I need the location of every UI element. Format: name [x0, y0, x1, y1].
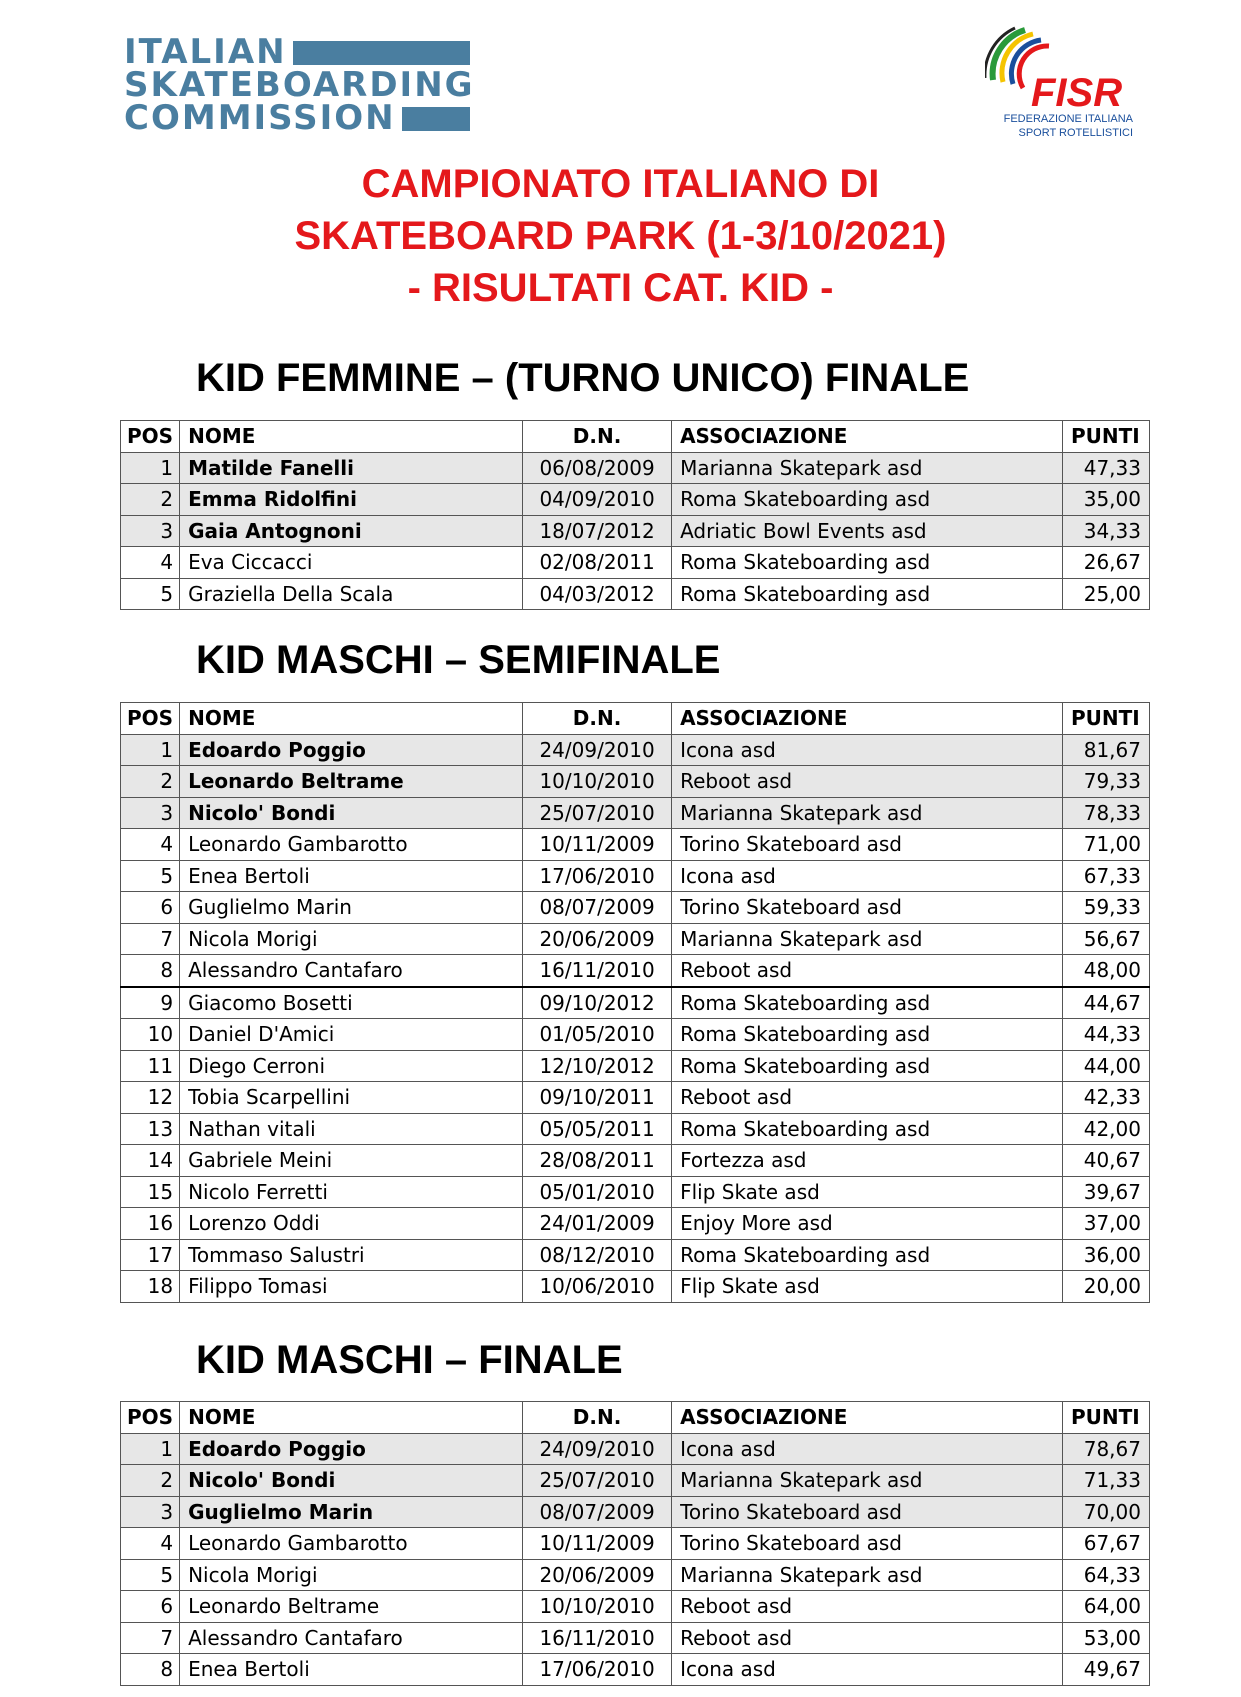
table-row	[121, 1050, 1150, 1082]
cell-nome: Nicola Morigi	[180, 923, 523, 955]
table-row	[121, 1145, 1150, 1177]
column-header-pos: POS	[121, 703, 180, 735]
cell-pos: 1	[121, 452, 180, 484]
title-line-2: SKATEBOARD PARK (1-3/10/2021)	[294, 214, 947, 258]
cell-pos: 10	[121, 1019, 180, 1051]
cell-dn: 16/11/2010	[523, 955, 672, 987]
cell-pos: 2	[121, 484, 180, 516]
cell-dn: 10/11/2009	[523, 1528, 672, 1560]
cell-associazione: Roma Skateboarding asd	[672, 578, 1063, 610]
title-line-3: - RISULTATI CAT. KID -	[407, 266, 834, 310]
cell-nome: Edoardo Poggio	[180, 1433, 523, 1465]
cell-dn: 16/11/2010	[523, 1622, 672, 1654]
cell-associazione: Flip Skate asd	[672, 1176, 1063, 1208]
cell-pos: 3	[121, 1496, 180, 1528]
cell-punti: 48,00	[1063, 955, 1150, 987]
cell-punti: 49,67	[1063, 1654, 1150, 1686]
cell-dn: 10/06/2010	[523, 1271, 672, 1303]
cell-pos: 2	[121, 1465, 180, 1497]
cell-associazione: Reboot asd	[672, 1082, 1063, 1114]
cell-dn: 24/09/2010	[523, 734, 672, 766]
cell-punti: 34,33	[1063, 515, 1150, 547]
logo-line-3: COMMISSION	[124, 98, 396, 138]
cell-dn: 10/10/2010	[523, 766, 672, 798]
column-header-nome: NOME	[180, 1402, 523, 1434]
cell-punti: 35,00	[1063, 484, 1150, 516]
cell-punti: 36,00	[1063, 1239, 1150, 1271]
column-header-nome: NOME	[180, 421, 523, 453]
cell-nome: Leonardo Gambarotto	[180, 829, 523, 861]
table-row	[121, 1208, 1150, 1240]
cell-dn: 01/05/2010	[523, 1019, 672, 1051]
cell-pos: 18	[121, 1271, 180, 1303]
cell-dn: 24/09/2010	[523, 1433, 672, 1465]
cell-dn: 04/09/2010	[523, 484, 672, 516]
cell-dn: 12/10/2012	[523, 1050, 672, 1082]
cell-punti: 44,67	[1063, 987, 1150, 1019]
table-row	[121, 1496, 1150, 1528]
cell-nome: Nicola Morigi	[180, 1559, 523, 1591]
table-row	[121, 452, 1150, 484]
cell-dn: 28/08/2011	[523, 1145, 672, 1177]
cell-dn: 17/06/2010	[523, 1654, 672, 1686]
cell-associazione: Reboot asd	[672, 1591, 1063, 1623]
cell-pos: 8	[121, 1654, 180, 1686]
cell-punti: 71,00	[1063, 829, 1150, 861]
cell-dn: 05/05/2011	[523, 1113, 672, 1145]
table-row	[121, 1528, 1150, 1560]
table-row	[121, 1019, 1150, 1051]
cell-associazione: Torino Skateboard asd	[672, 829, 1063, 861]
cell-associazione: Roma Skateboarding asd	[672, 1019, 1063, 1051]
cell-punti: 56,67	[1063, 923, 1150, 955]
cell-dn: 08/07/2009	[523, 1496, 672, 1528]
table-header-row	[121, 703, 1150, 735]
cell-pos: 8	[121, 955, 180, 987]
cell-punti: 59,33	[1063, 892, 1150, 924]
results-table-kid-femmine	[120, 420, 1150, 610]
cell-pos: 12	[121, 1082, 180, 1114]
cell-pos: 17	[121, 1239, 180, 1271]
cell-punti: 44,00	[1063, 1050, 1150, 1082]
column-header-dn: D.N.	[523, 1402, 672, 1434]
cell-dn: 24/01/2009	[523, 1208, 672, 1240]
cell-dn: 10/10/2010	[523, 1591, 672, 1623]
cell-associazione: Torino Skateboard asd	[672, 892, 1063, 924]
cell-punti: 67,33	[1063, 860, 1150, 892]
cell-nome: Enea Bertoli	[180, 860, 523, 892]
cell-punti: 64,33	[1063, 1559, 1150, 1591]
cell-associazione: Enjoy More asd	[672, 1208, 1063, 1240]
cell-associazione: Roma Skateboarding asd	[672, 987, 1063, 1019]
cell-punti: 78,67	[1063, 1433, 1150, 1465]
table-row	[121, 1082, 1150, 1114]
cell-nome: Tobia Scarpellini	[180, 1082, 523, 1114]
cell-nome: Alessandro Cantafaro	[180, 1622, 523, 1654]
table-row	[121, 923, 1150, 955]
cell-nome: Diego Cerroni	[180, 1050, 523, 1082]
cell-dn: 18/07/2012	[523, 515, 672, 547]
cell-pos: 6	[121, 892, 180, 924]
table-row	[121, 797, 1150, 829]
table-row	[121, 892, 1150, 924]
title-line-1: CAMPIONATO ITALIANO DI	[361, 162, 880, 206]
column-header-punti: PUNTI	[1063, 1402, 1150, 1434]
cell-associazione: Roma Skateboarding asd	[672, 1050, 1063, 1082]
cell-punti: 67,67	[1063, 1528, 1150, 1560]
cell-pos: 16	[121, 1208, 180, 1240]
table-row	[121, 547, 1150, 579]
cell-dn: 25/07/2010	[523, 797, 672, 829]
cell-pos: 14	[121, 1145, 180, 1177]
cell-associazione: Roma Skateboarding asd	[672, 484, 1063, 516]
table-header-row	[121, 1402, 1150, 1434]
logo-line-1: ITALIAN	[124, 32, 287, 72]
column-header-pos: POS	[121, 1402, 180, 1434]
cell-punti: 78,33	[1063, 797, 1150, 829]
cell-pos: 1	[121, 1433, 180, 1465]
column-header-punti: PUNTI	[1063, 703, 1150, 735]
cell-nome: Lorenzo Oddi	[180, 1208, 523, 1240]
cell-pos: 15	[121, 1176, 180, 1208]
column-header-nome: NOME	[180, 703, 523, 735]
cell-nome: Emma Ridolfini	[180, 484, 523, 516]
results-table-kid-maschi-semifinale	[120, 702, 1150, 1303]
cell-nome: Nicolo' Bondi	[180, 797, 523, 829]
cell-pos: 5	[121, 860, 180, 892]
cell-nome: Gaia Antognoni	[180, 515, 523, 547]
cell-pos: 3	[121, 515, 180, 547]
cell-nome: Eva Ciccacci	[180, 547, 523, 579]
cell-associazione: Marianna Skatepark asd	[672, 1465, 1063, 1497]
cell-punti: 39,67	[1063, 1176, 1150, 1208]
cell-associazione: Roma Skateboarding asd	[672, 547, 1063, 579]
cell-dn: 02/08/2011	[523, 547, 672, 579]
cell-associazione: Flip Skate asd	[672, 1271, 1063, 1303]
cell-nome: Graziella Della Scala	[180, 578, 523, 610]
italian-skateboarding-commission-logo	[124, 32, 475, 138]
results-table-kid-maschi-finale	[120, 1401, 1150, 1686]
cell-dn: 20/06/2009	[523, 923, 672, 955]
section-heading-kid-femmine: KID FEMMINE – (TURNO UNICO) FINALE	[196, 356, 970, 400]
cell-nome: Daniel D'Amici	[180, 1019, 523, 1051]
column-header-punti: PUNTI	[1063, 421, 1150, 453]
cell-nome: Leonardo Beltrame	[180, 766, 523, 798]
cell-pos: 5	[121, 578, 180, 610]
cell-dn: 04/03/2012	[523, 578, 672, 610]
cell-punti: 71,33	[1063, 1465, 1150, 1497]
cell-dn: 10/11/2009	[523, 829, 672, 861]
table-row	[121, 1239, 1150, 1271]
fisr-logo	[985, 18, 1135, 143]
table-row	[121, 1654, 1150, 1686]
column-header-pos: POS	[121, 421, 180, 453]
cell-associazione: Icona asd	[672, 1654, 1063, 1686]
section-heading-kid-maschi-semifinale: KID MASCHI – SEMIFINALE	[196, 638, 721, 682]
cell-nome: Nathan vitali	[180, 1113, 523, 1145]
cell-nome: Leonardo Gambarotto	[180, 1528, 523, 1560]
cell-associazione: Marianna Skatepark asd	[672, 452, 1063, 484]
cell-punti: 81,67	[1063, 734, 1150, 766]
cell-associazione: Torino Skateboard asd	[672, 1528, 1063, 1560]
cell-associazione: Adriatic Bowl Events asd	[672, 515, 1063, 547]
cell-dn: 09/10/2011	[523, 1082, 672, 1114]
table-row	[121, 1433, 1150, 1465]
cell-pos: 3	[121, 797, 180, 829]
cell-nome: Tommaso Salustri	[180, 1239, 523, 1271]
fisr-line-2: SPORT ROTELLISTICI	[1018, 127, 1133, 139]
cell-pos: 4	[121, 1528, 180, 1560]
cell-pos: 13	[121, 1113, 180, 1145]
cell-associazione: Reboot asd	[672, 1622, 1063, 1654]
cell-nome: Matilde Fanelli	[180, 452, 523, 484]
cell-punti: 79,33	[1063, 766, 1150, 798]
column-header-associazione: ASSOCIAZIONE	[672, 421, 1063, 453]
cell-associazione: Roma Skateboarding asd	[672, 1239, 1063, 1271]
cell-pos: 4	[121, 547, 180, 579]
cell-nome: Nicolo' Bondi	[180, 1465, 523, 1497]
cell-pos: 11	[121, 1050, 180, 1082]
cell-nome: Nicolo Ferretti	[180, 1176, 523, 1208]
table-row	[121, 734, 1150, 766]
cell-punti: 25,00	[1063, 578, 1150, 610]
cell-pos: 4	[121, 829, 180, 861]
cell-dn: 08/07/2009	[523, 892, 672, 924]
table-row	[121, 1591, 1150, 1623]
cell-punti: 64,00	[1063, 1591, 1150, 1623]
cell-pos: 5	[121, 1559, 180, 1591]
cell-associazione: Icona asd	[672, 734, 1063, 766]
table-row	[121, 1176, 1150, 1208]
logo-bar-1	[293, 41, 470, 65]
cell-associazione: Marianna Skatepark asd	[672, 797, 1063, 829]
cell-punti: 44,33	[1063, 1019, 1150, 1051]
cell-pos: 9	[121, 987, 180, 1019]
cell-punti: 47,33	[1063, 452, 1150, 484]
cell-dn: 05/01/2010	[523, 1176, 672, 1208]
cell-dn: 25/07/2010	[523, 1465, 672, 1497]
cell-associazione: Icona asd	[672, 1433, 1063, 1465]
cell-nome: Enea Bertoli	[180, 1654, 523, 1686]
cell-nome: Giacomo Bosetti	[180, 987, 523, 1019]
cell-nome: Guglielmo Marin	[180, 892, 523, 924]
column-header-associazione: ASSOCIAZIONE	[672, 1402, 1063, 1434]
cell-punti: 40,67	[1063, 1145, 1150, 1177]
cell-associazione: Reboot asd	[672, 955, 1063, 987]
table-row	[121, 578, 1150, 610]
cell-punti: 37,00	[1063, 1208, 1150, 1240]
column-header-dn: D.N.	[523, 703, 672, 735]
table-row	[121, 1622, 1150, 1654]
cell-associazione: Torino Skateboard asd	[672, 1496, 1063, 1528]
table-row	[121, 1113, 1150, 1145]
cell-punti: 26,67	[1063, 547, 1150, 579]
cell-punti: 53,00	[1063, 1622, 1150, 1654]
cell-dn: 06/08/2009	[523, 452, 672, 484]
cell-dn: 08/12/2010	[523, 1239, 672, 1271]
cell-pos: 7	[121, 923, 180, 955]
cell-associazione: Marianna Skatepark asd	[672, 923, 1063, 955]
cell-punti: 42,00	[1063, 1113, 1150, 1145]
cell-dn: 09/10/2012	[523, 987, 672, 1019]
table-row	[121, 515, 1150, 547]
section-heading-kid-maschi-finale: KID MASCHI – FINALE	[196, 1338, 623, 1382]
table-row	[121, 1559, 1150, 1591]
table-row	[121, 484, 1150, 516]
cell-associazione: Marianna Skatepark asd	[672, 1559, 1063, 1591]
cell-pos: 6	[121, 1591, 180, 1623]
cell-nome: Filippo Tomasi	[180, 1271, 523, 1303]
table-row	[121, 987, 1150, 1019]
table-row	[121, 955, 1150, 987]
cell-nome: Leonardo Beltrame	[180, 1591, 523, 1623]
cell-punti: 70,00	[1063, 1496, 1150, 1528]
fisr-abbr: FISR	[1031, 71, 1123, 115]
table-row	[121, 860, 1150, 892]
cell-dn: 17/06/2010	[523, 860, 672, 892]
cell-pos: 7	[121, 1622, 180, 1654]
cell-punti: 42,33	[1063, 1082, 1150, 1114]
table-header-row	[121, 421, 1150, 453]
table-row	[121, 829, 1150, 861]
cell-pos: 2	[121, 766, 180, 798]
cell-associazione: Reboot asd	[672, 766, 1063, 798]
table-row	[121, 1465, 1150, 1497]
cell-nome: Guglielmo Marin	[180, 1496, 523, 1528]
cell-associazione: Roma Skateboarding asd	[672, 1113, 1063, 1145]
cell-nome: Edoardo Poggio	[180, 734, 523, 766]
cell-associazione: Icona asd	[672, 860, 1063, 892]
table-row	[121, 1271, 1150, 1303]
cell-punti: 20,00	[1063, 1271, 1150, 1303]
logo-line-2: SKATEBOARDING	[124, 65, 475, 105]
table-row	[121, 766, 1150, 798]
column-header-dn: D.N.	[523, 421, 672, 453]
cell-nome: Alessandro Cantafaro	[180, 955, 523, 987]
fisr-line-1: FEDERAZIONE ITALIANA	[1003, 113, 1133, 125]
logo-bar-3	[402, 107, 470, 131]
cell-dn: 20/06/2009	[523, 1559, 672, 1591]
cell-pos: 1	[121, 734, 180, 766]
cell-associazione: Fortezza asd	[672, 1145, 1063, 1177]
cell-nome: Gabriele Meini	[180, 1145, 523, 1177]
column-header-associazione: ASSOCIAZIONE	[672, 703, 1063, 735]
